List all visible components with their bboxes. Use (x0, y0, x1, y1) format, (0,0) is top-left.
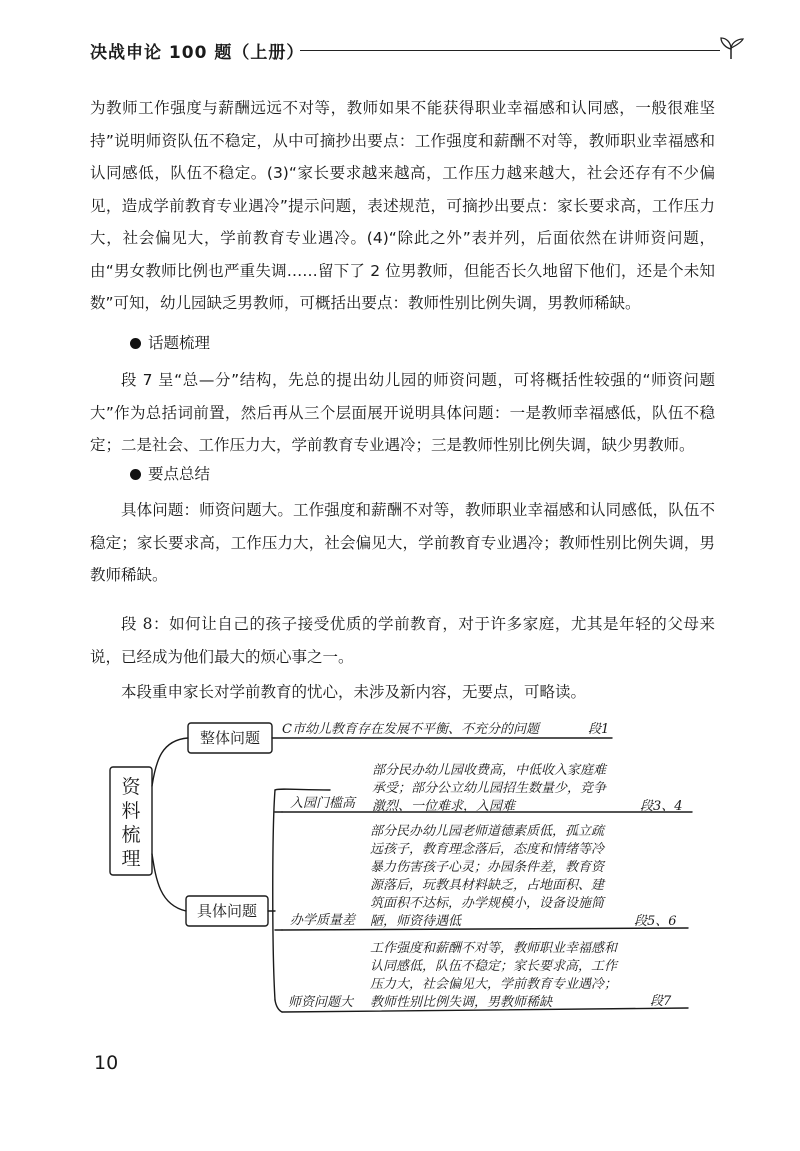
branch-2-label: 办学质量差 (290, 913, 356, 928)
branch-3-line: 认同感低，队伍不稳定；家长要求高，工作 (370, 959, 618, 974)
page-number: 10 (94, 1052, 119, 1074)
branch-2-line: 远孩子，教育理念落后，态度和情绪等冷 (370, 842, 605, 857)
branch-3-segment: 段7 (650, 994, 672, 1009)
topic-heading-text: 话题梳理 (148, 334, 211, 352)
summary-heading-text: 要点总结 (148, 465, 211, 483)
branch-1-line: 激烈、一位难求，入园难 (372, 799, 516, 814)
mindmap-root-char: 理 (121, 848, 141, 870)
branch-2-line: 陋，师资待遇低 (370, 914, 462, 929)
branch-1-segment: 段3、4 (640, 799, 683, 814)
specific-problem-label: 具体问题 (196, 902, 258, 920)
branch-2-line: 源落后，玩教具材料缺乏，占地面积、建 (370, 878, 605, 893)
branch-2-segment: 段5、6 (634, 914, 677, 929)
analysis-paragraph: 为教师工作强度与薪酬远远不对等，教师如果不能获得职业幸福感和认同感，一般很难坚持”说明师资队伍不稳定，从中可摘抄出要点：工作强度和薪酬不对等，教师职业幸福感和认同感低，队伍不稳定。(3)“家长要求越来越高，工作压力越来越大，社会还存有不少偏见，造成学前教育专业遇冷”提示问题，表述规范，可摘抄出要点：家长要求高，工作压力大，社会偏见大，学前教育专业遇冷。(4)“除此之外”表并列，后面依然在讲师资问题，由“男女教师比例也严重失调……留下了 2 位男教师，但能否长久地留下他们，还是个未知数”可知，幼儿园缺乏男教师，可概括出要点：教师性别比例失调，男教师稀缺。 (90, 99, 715, 312)
branch-1-label: 入园门槛高 (290, 796, 356, 811)
topic-paragraph: 段 7 呈“总—分”结构，先总的提出幼儿园的师资问题，可将概括性较强的“师资问题大”作为总括词前置，然后再从三个层面展开说明具体问题：一是教师幸福感低，队伍不稳定；二是社会、工作压力大，学前教育专业遇冷；三是教师性别比例失调，缺少男教师。 (90, 371, 715, 454)
branch-2-underline (282, 928, 688, 930)
overall-problem-content: C市幼儿教育存在发展不平衡、不充分的问题 (282, 722, 539, 737)
overall-problem-label: 整体问题 (199, 729, 261, 747)
segment-8-paragraph: 段 8：如何让自己的孩子接受优质的学前教育，对于许多家庭，尤其是年轻的父母来说，已经成为他们最大的烦心事之一。 (90, 615, 715, 666)
summary-paragraph: 具体问题：师资问题大。工作强度和薪酬不对等，教师职业幸福感和认同感低，队伍不稳定；家长要求高，工作压力大，社会偏见大，学前教育专业遇冷；教师性别比例失调，男教师稀缺。 (90, 501, 715, 584)
branch-1-line: 承受；部分公立幼儿园招生数量少，竞争 (372, 781, 607, 796)
running-header-title: 决战申论 100 题（上册） (90, 43, 305, 63)
branch-3-label: 师资问题大 (288, 995, 354, 1010)
branch-3-line: 工作强度和薪酬不对等，教师职业幸福感和 (370, 941, 618, 956)
mindmap-root-char: 梳 (121, 824, 141, 846)
overall-problem-segment: 段1 (588, 722, 610, 737)
branch-2-line: 筑面积不达标，办学规模小，设备设施简 (370, 896, 605, 911)
branch-2-line: 部分民办幼儿园老师道德素质低，孤立疏 (370, 824, 605, 839)
branch-2-line: 暴力伤害孩子心灵；办园条件差，教育资 (370, 860, 605, 875)
branch-1-line: 部分民办幼儿园收费高，中低收入家庭难 (372, 763, 607, 778)
branch-3-line: 教师性别比例失调，男教师稀缺 (370, 995, 553, 1010)
mindmap-root-char: 资 (121, 776, 141, 798)
branch-3-line: 压力大，社会偏见大，学前教育专业遇冷； (370, 977, 618, 992)
segment-8-note: 本段重申家长对学前教育的忧心，未涉及新内容，无要点，可略读。 (121, 683, 587, 701)
mindmap-root-char: 料 (121, 800, 141, 822)
